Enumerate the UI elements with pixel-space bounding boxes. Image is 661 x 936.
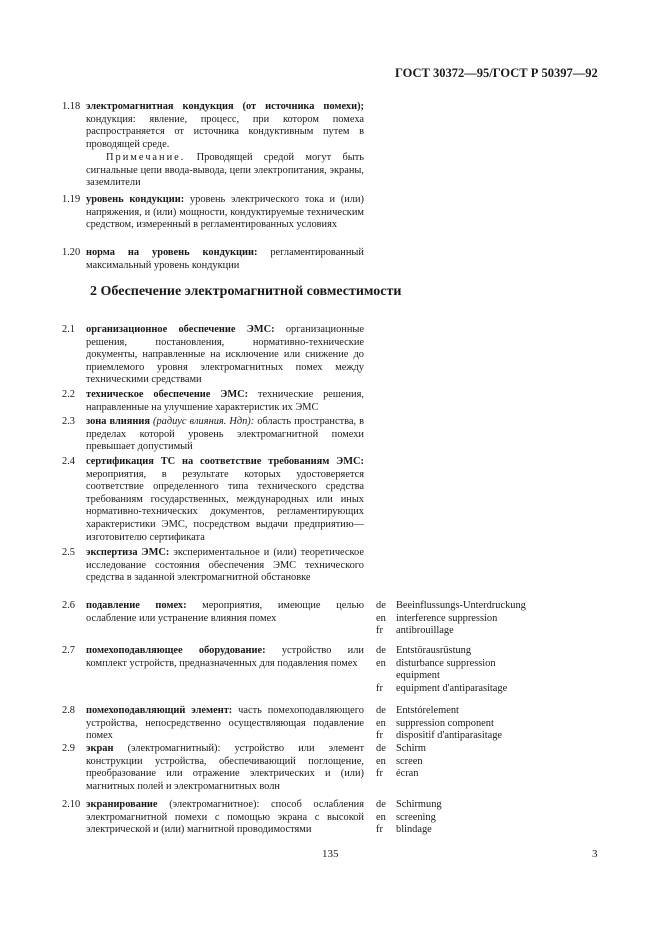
lang-code: de xyxy=(376,705,386,716)
entry-2-6 xyxy=(62,600,364,625)
translation: Entstörausrüstung xyxy=(396,645,472,656)
translation: interference suppression xyxy=(396,612,498,624)
translation: dispositif d'antiparasitage xyxy=(396,730,503,742)
entry-2-5 xyxy=(62,547,364,585)
entry-1-18 xyxy=(62,101,364,151)
entry-definition: уровень электрического тока и (или) напряжения, и (или) мощности, кондуктируемые техническим средством, измеренный в регламентированных условиях xyxy=(86,194,364,231)
page-number: 135 xyxy=(322,848,339,860)
translations-2-8 xyxy=(376,705,502,743)
entry-term: подавление помех: xyxy=(86,600,187,611)
translation: screen xyxy=(396,755,423,767)
entry-term: экспертиза ЭМС: xyxy=(86,547,170,558)
lang-code: de xyxy=(376,799,386,810)
entry-number: 1.18 xyxy=(62,101,81,112)
entry-number: 2.4 xyxy=(62,456,75,467)
entry-term: электромагнитная кондукция (от источника помехи); xyxy=(86,101,364,112)
entry-number: 2.5 xyxy=(62,547,75,558)
lang-code: fr xyxy=(376,625,383,637)
translation: disturbance suppression xyxy=(396,657,496,669)
entry-term: зона влияния xyxy=(86,416,150,427)
entry-number: 2.10 xyxy=(62,799,81,810)
translations-2-9 xyxy=(376,743,426,781)
note-text: Проводящей средой могут быть сигнальные цепи ввода-вывода, цепи электропитания, экраны, заземлители xyxy=(86,152,364,189)
entry-definition: область пространства, в пределах которой уровень электромагнитной помехи превышает допустимый xyxy=(86,416,364,453)
translation: Beeinflussungs-Unterdruckung xyxy=(396,600,526,611)
entry-definition: технические решения, направленные на улучшение характеристик их ЭМС xyxy=(86,389,364,413)
translation: Schirm xyxy=(396,743,427,754)
entry-2-9 xyxy=(62,743,364,793)
entry-term: норма на уровень кондукции: xyxy=(86,247,258,258)
translation: blindage xyxy=(396,824,432,836)
entry-number: 2.6 xyxy=(62,600,75,611)
lang-code: de xyxy=(376,645,386,656)
entry-definition: устройство или комплект устройств, предназначенных для подавления помех xyxy=(86,645,364,669)
entry-term: уровень кондукции: xyxy=(86,194,185,205)
entry-2-7 xyxy=(62,645,364,670)
entry-definition: регламентированный максимальный уровень кондукции xyxy=(86,247,364,271)
note-label: Примечание. xyxy=(106,152,186,163)
entry-2-10 xyxy=(62,799,364,837)
entry-number: 2.9 xyxy=(62,743,75,754)
translation: Schirmung xyxy=(396,799,442,810)
entry-number: 2.1 xyxy=(62,324,75,335)
entry-number: 1.19 xyxy=(62,194,81,205)
entry-number: 2.7 xyxy=(62,645,75,656)
translation: écran xyxy=(396,768,419,780)
entry-definition: экспериментальное и (или) теоретическое исследование состояния обеспечения ЭМС технического средства в заданной электромагнитной обстановке xyxy=(86,547,364,584)
entry-synonym: (радиус влияния. Ндп): xyxy=(150,416,255,427)
entry-term: организационное обеспечение ЭМС: xyxy=(86,324,275,335)
translations-2-7 xyxy=(376,645,507,695)
entry-term: экран xyxy=(86,743,114,754)
lang-code: de xyxy=(376,600,386,611)
entry-2-3 xyxy=(62,416,364,454)
note xyxy=(86,152,364,190)
entry-1-20 xyxy=(62,247,364,272)
lang-code: de xyxy=(376,743,386,754)
translations-2-6 xyxy=(376,600,526,638)
translation: screening xyxy=(396,811,436,823)
entry-definition: мероприятия, в результате которых удостоверяется соответствие определенного типа технического средства требованиям государственных, международных или иных нормативно-технических документов, регламентирующих характеристики ЭМС, посредством выдачи предприятию—изготовителю сертификата xyxy=(86,468,364,543)
lang-code: en xyxy=(376,811,386,823)
entry-term: помехоподавляющее оборудование: xyxy=(86,645,266,656)
entry-number: 2.8 xyxy=(62,705,75,716)
sheet-number: 3 xyxy=(592,848,598,860)
entry-2-4 xyxy=(62,456,364,544)
lang-code: fr xyxy=(376,682,383,694)
section-title: 2 Обеспечение электромагнитной совместимости xyxy=(90,284,402,299)
entry-definition: (электромагнитный): устройство или элемент конструкции устройства, обеспечивающий поглощение, преобразование или отражение электрических и (или) магнитных полей и электромагнитных волн xyxy=(86,743,364,792)
entry-2-2 xyxy=(62,389,364,414)
entry-2-1 xyxy=(62,324,364,387)
translations-2-10 xyxy=(376,799,442,837)
lang-code: fr xyxy=(376,824,383,836)
entry-definition: часть помехоподавляющего устройства, непосредственно осуществляющая подавление помех xyxy=(86,705,364,742)
lang-code: fr xyxy=(376,730,383,742)
translation: suppression component xyxy=(396,717,494,729)
entry-2-8 xyxy=(62,705,364,743)
entry-number: 2.3 xyxy=(62,416,75,427)
lang-code: fr xyxy=(376,768,383,780)
entry-term: техническое обеспечение ЭМС: xyxy=(86,389,249,400)
entry-definition: (электромагнитное): способ ослабления электромагнитной помехи с помощью экрана с высокой электрической и (или) магнитной проводимостями xyxy=(86,799,364,836)
entry-term: помехоподавляющий элемент: xyxy=(86,705,233,716)
translation: antibrouillage xyxy=(396,625,454,637)
lang-code: en xyxy=(376,717,386,729)
translation: Entstórelement xyxy=(396,705,459,716)
entry-1-19 xyxy=(62,194,364,232)
entry-number: 2.2 xyxy=(62,389,75,400)
entry-term: сертификация ТС на соответствие требованиям ЭМС: xyxy=(86,456,364,467)
entry-definition: организационные решения, постановления, нормативно-технические документы, направленные на исключение или снижение до приемлемого уровня электромагнитных помех между техническими средствами xyxy=(86,324,364,386)
translation: equipment xyxy=(396,670,440,682)
entry-term: экранирование xyxy=(86,799,158,810)
entry-definition: мероприятия, имеющие целью ослабление или устранение влияния помех xyxy=(86,600,364,624)
translation: equipment d'antiparasitage xyxy=(396,682,508,694)
lang-code: en xyxy=(376,755,386,767)
document-header: ГОСТ 30372—95/ГОСТ Р 50397—92 xyxy=(395,66,598,80)
lang-code: en xyxy=(376,657,386,669)
entry-number: 1.20 xyxy=(62,247,81,258)
lang-code: en xyxy=(376,612,386,624)
entry-definition: кондукция: явление, процесс, при котором помеха распространяется от источника кондуктивным путем в проводящей среде. xyxy=(86,113,364,150)
